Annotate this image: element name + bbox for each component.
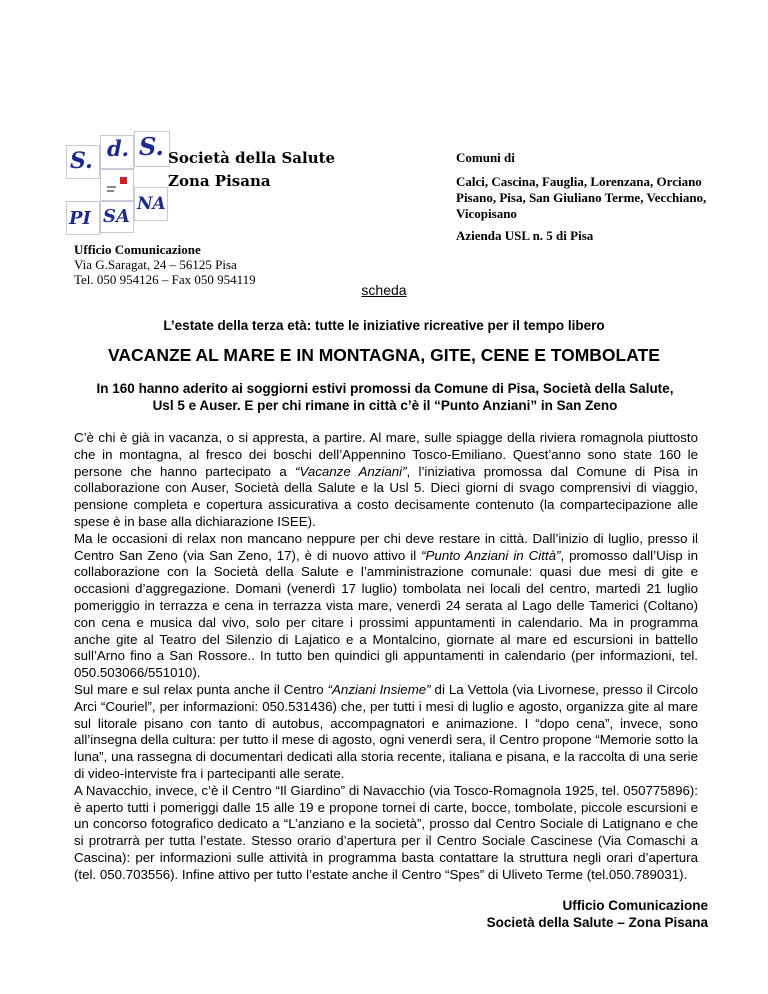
signature	[487, 897, 708, 931]
comuni-list: Calci, Cascina, Fauglia, Lorenzana, Orciano Pisano, Pisa, San Giuliano Terme, Vecchiano, Vicopisano	[456, 174, 707, 221]
document-lead: In 160 hanno aderito ai soggiorni estivi promossi da Comune di Pisa, Società della Salute, Usl 5 e Auser. E per chi rimane in città c’è il “Punto Anziani” in San Zeno	[96, 381, 674, 413]
org-name-line1: Società della Salute	[168, 149, 336, 167]
logo-letter: S.	[70, 148, 93, 174]
comuni-title: Comuni di	[456, 150, 515, 165]
document-label: scheda	[361, 282, 407, 298]
azienda-usl: Azienda USL n. 5 di Pisa	[456, 228, 594, 243]
logo-letter: PI	[69, 208, 91, 229]
logo-letter: S.	[139, 132, 164, 161]
body-paragraph: Sul mare e sul relax punta anche il Centro “Anziani Insieme” di La Vettola (via Livornese, presso il Circolo Arci “Couriel”, per informazioni: 050.531436) che, per tutti i mesi di luglio e agosto, organizza gite al mare sul litorale pisano con tanto di autobus, accompagnatori e animazione. I “dopo cena”, invece, sono all’insegna della cultura: per tutto il mese di agosto, ogni venerdì sera, il Centro propone “Memorie sotto la luna”, una rassegna di documentari dedicati alla storia recente, italiana e pisana, e la raccolta di una serie di video-interviste fra i partecipanti alle serate.	[74, 681, 698, 781]
logo-tile	[134, 131, 170, 167]
office-phone: Tel. 050 954126 – Fax 050 954119	[74, 272, 256, 287]
comuni-block	[456, 150, 726, 222]
body-paragraph: A Navacchio, invece, c’è il Centro “Il Giardino” di Navacchio (via Tosco-Romagnola 1925, tel. 050775896): è aperto tutti i pomeriggi dalle 15 alle 19 e propone tornei di carte, bocce, tombolate, piccole escursioni e un concorso fotografico dedicato a “L’anziano e la società”, prosso dal Centro Sociale di Latignano e che si protrarrà per tutta l’estate. Stesso orario d’apertura per il Centro Sociale Cascinese (Via Comaschi a Cascina): per informazioni sulle attività in programma basta contattare la struttura negli orari d’apertura (tel. 050.703556). Infine attivo per tutto l’estate anche il Centro “Spes” di Uliveto Terme (tel.050.789031).	[74, 782, 698, 882]
body-paragraph: C’è chi è già in vacanza, o si appresta, a partire. Al mare, sulle spiagge della riviera romagnola piuttosto che in montagna, al fresco dei boschi dell’Appennino Tosco-Emiliano. Quest’anno sono state 160 le persone che hanno partecipato a “Vacanze Anziani”, l’iniziativa promossa dal Comune di Pisa in collaborazione con Auser, Società della Salute e la Usl 5. Dieci giorni di svago comprensivi di viaggio, pensione completa e copertura assicurativa a costo decisamente contenuto (la compartecipazione alle spese è in base alla dichiarazione ISEE).	[74, 430, 699, 529]
logo-tile	[66, 201, 100, 235]
office-title: Ufficio Comunicazione	[74, 242, 201, 257]
logo-letter: SA	[103, 206, 130, 227]
logo-letter: NA	[137, 194, 166, 214]
organization-name	[168, 147, 335, 193]
signature-line2: Società della Salute – Zona Pisana	[486, 915, 708, 930]
document-headline: VACANZE AL MARE E IN MONTAGNA, GITE, CENE E TOMBOLATE	[108, 345, 660, 365]
logo-tile	[100, 135, 134, 169]
logo-tile	[134, 187, 168, 221]
logo-tile	[66, 145, 100, 179]
article-body	[74, 430, 698, 884]
org-name-line2: Zona Pisana	[168, 172, 271, 190]
office-info	[74, 242, 256, 287]
logo-center-tile	[100, 169, 134, 201]
logo-tile	[100, 201, 134, 233]
body-paragraph: Ma le occasioni di relax non mancano neppure per chi deve restare in città. Dall’inizio di luglio, presso il Centro San Zeno (via San Zeno, 17), è di nuovo attivo il “Punto Anziani in Città”, promosso dall’Uisp in collaborazione con la Società della Salute e l’amministrazione comunale: quasi due mesi di gite e occasioni d’aggregazione. Domani (venerdì 17 luglio) tombolata nei locali del centro, martedì 21 luglio pomeriggio in terrazza e cena in terrazza vista mare, venerdì 24 serata al Lago delle Tamerici (Coltano) con cena e musica dal vivo, solo per citare i prossimi appuntamenti in calendario. Ma in programma anche gite al Teatro del Silenzio di Lajatico e a Montalcino, giornate al mare ed escursioni in battello sull’Arno fino a San Rossore.. In tutto ben quindici gli appuntamenti in calendario (per informazioni, tel. 050.503066/551010).	[74, 530, 699, 681]
office-address: Via G.Saragat, 24 – 56125 Pisa	[74, 257, 237, 272]
document-subtitle: L’estate della terza età: tutte le iniziative ricreative per il tempo libero	[163, 318, 605, 333]
logo-emblem-icon	[101, 170, 133, 200]
logo-letter: d.	[107, 136, 129, 161]
organization-logo	[66, 131, 170, 237]
signature-line1: Ufficio Comunicazione	[562, 898, 708, 913]
